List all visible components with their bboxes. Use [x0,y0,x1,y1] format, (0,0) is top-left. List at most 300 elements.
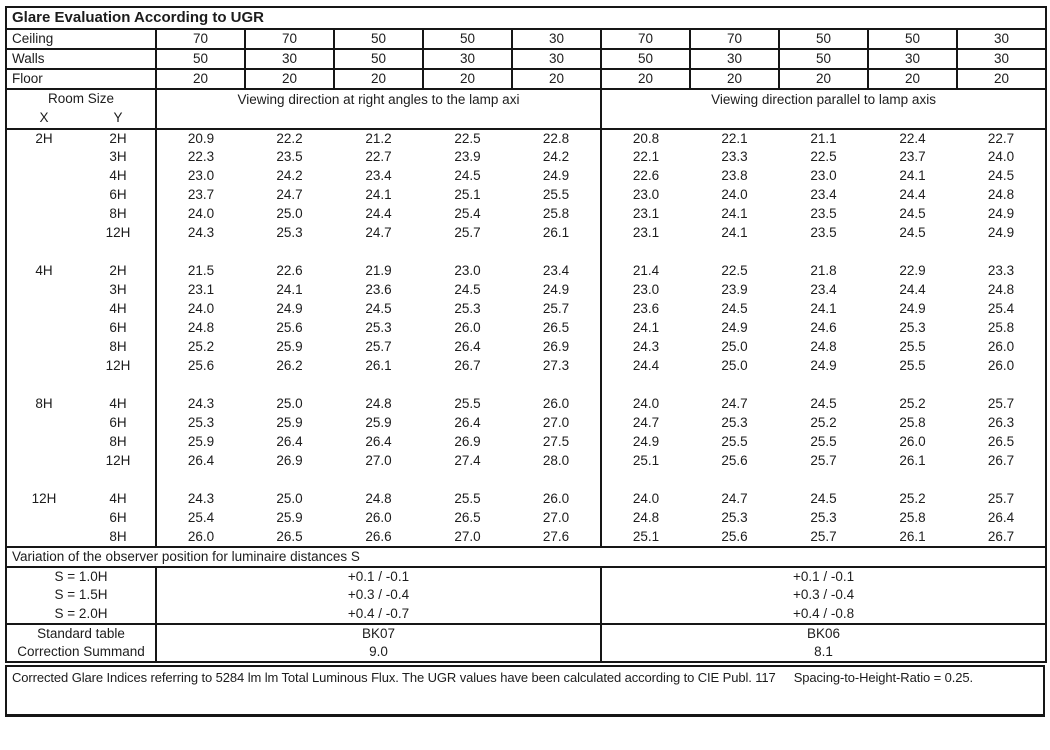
room-x-cell [6,528,81,547]
ugr-value-cell: 23.1 [601,205,690,224]
ugr-data-row [6,224,1046,243]
spacer-left-half [156,471,601,490]
spacer-row [6,243,1046,262]
parallel-header: Viewing direction parallel to lamp axis [601,89,1046,129]
ugr-table [5,6,1047,663]
ugr-value-cell: 26.9 [542,339,570,355]
variation-row [6,605,1046,624]
room-x-cell: 12H [31,491,57,507]
ugr-value-cell: 25.8 [987,320,1015,336]
surface-value-cell: 20 [690,69,779,89]
room-y-cell: 8H [109,528,127,544]
room-x-cell [6,281,81,300]
ugr-value-cell: 25.2 [810,415,837,431]
spacer-x-cell [6,376,81,395]
ugr-value-cell: 25.5 [454,491,481,507]
ugr-value-cell: 24.5 [365,301,392,317]
ugr-value-cell: 24.3 [156,490,245,509]
ugr-data-row [6,281,1046,300]
x-header: X [6,109,81,129]
ugr-value-cell: 26.1 [899,528,926,544]
ugr-value-cell: 24.1 [721,206,748,222]
ugr-value-cell: 24.7 [276,187,303,203]
ugr-value-cell: 27.0 [454,528,481,544]
ugr-value-cell: 25.7 [454,225,481,241]
ugr-value-cell: 26.5 [987,434,1015,450]
room-y-cell: 6H [109,187,127,203]
footer-note-text: Corrected Glare Indices referring to 5284 lm lm Total Luminous Flux. The UGR values have been calculated according to CIE Publ. 117 [12,670,776,685]
surface-value-cell: 30 [690,49,779,69]
room-y-cell: 12H [105,453,131,469]
ugr-value-cell: 25.1 [454,187,481,203]
variation-label: S = 1.0H [54,568,108,584]
ugr-value-cell: 24.5 [810,491,837,507]
ugr-value-cell: 24.9 [276,301,303,317]
ugr-value-cell: 25.0 [721,339,748,355]
ugr-value-cell: 25.5 [542,187,570,203]
ugr-value-cell: 26.0 [987,339,1015,355]
ugr-value-cell: 23.7 [899,149,926,165]
ugr-value-cell: 22.1 [721,130,748,146]
ugr-value-cell: 25.8 [542,206,570,222]
right-angles-header: Viewing direction at right angles to the lamp axi [156,89,601,129]
room-y-cell: 2H [109,130,127,146]
ugr-value-cell: 25.9 [276,415,303,431]
ugr-value-cell: 24.8 [987,282,1015,298]
surface-value-cell: 20 [334,69,423,89]
summary-value-right-angles: BK07 [156,624,601,643]
ugr-value-cell: 25.3 [454,301,481,317]
surface-label: Floor [6,69,156,89]
ugr-value-cell: 22.7 [365,149,392,165]
ugr-value-cell: 21.4 [601,262,690,281]
ugr-value-cell: 23.9 [721,282,748,298]
ugr-value-cell: 25.6 [156,357,245,376]
ugr-value-cell: 24.0 [721,187,748,203]
ugr-value-cell: 23.5 [276,149,303,165]
room-x-cell [6,319,81,338]
ugr-value-cell: 21.2 [365,130,392,146]
ugr-value-cell: 24.7 [365,225,392,241]
room-y-cell: 6H [109,510,127,526]
ugr-value-cell: 25.6 [721,528,748,544]
ugr-value-cell: 27.0 [542,510,570,526]
ugr-value-cell: 24.6 [810,320,837,336]
ugr-value-cell: 25.0 [276,491,303,507]
variation-value-right-angles: +0.1 / -0.1 [156,567,601,586]
summary-row [6,624,1046,643]
ugr-data-row [6,490,1046,509]
ugr-value-cell: 22.2 [276,130,303,146]
summary-label: Standard table [6,624,156,643]
ugr-value-cell: 24.5 [454,168,481,184]
ugr-value-cell: 25.5 [899,339,926,355]
ugr-data-row [6,262,1046,281]
ugr-value-cell: 25.9 [276,339,303,355]
ugr-value-cell: 23.0 [810,168,837,184]
room-x-cell [6,186,81,205]
variation-value-parallel: +0.4 / -0.8 [601,605,1046,624]
ugr-value-cell: 24.8 [987,187,1015,203]
summary-value-parallel: 8.1 [601,643,1046,662]
ugr-value-cell: 26.4 [156,452,245,471]
ugr-value-cell: 25.7 [987,396,1015,412]
ugr-value-cell: 22.6 [601,167,690,186]
ugr-value-cell: 25.3 [810,510,837,526]
column-header-section [6,89,1046,129]
ugr-value-cell: 24.0 [987,149,1015,165]
ugr-value-cell: 25.0 [276,396,303,412]
ugr-value-cell: 25.0 [721,358,748,374]
ugr-data-row [6,319,1046,338]
summary-label: Correction Summand [17,643,145,659]
footer-note [5,665,1045,717]
ugr-data-row [6,433,1046,452]
ugr-value-cell: 26.6 [365,528,392,544]
variation-label: S = 1.5H [54,587,108,603]
ugr-value-cell: 26.1 [899,453,926,469]
ugr-value-cell: 22.6 [276,263,303,279]
ugr-value-cell: 24.1 [276,282,303,298]
ugr-value-cell: 26.0 [454,320,481,336]
ugr-value-cell: 24.2 [542,149,570,165]
ugr-value-cell: 25.4 [454,206,481,222]
ugr-value-cell: 23.4 [810,282,837,298]
ugr-value-cell: 25.4 [987,301,1015,317]
ugr-value-cell: 25.2 [899,491,926,507]
ugr-value-cell: 23.0 [454,263,481,279]
ugr-value-cell: 24.9 [987,206,1015,222]
ugr-value-cell: 25.5 [454,396,481,412]
spacer-right-half [601,243,1046,262]
ugr-value-cell: 22.1 [601,148,690,167]
ugr-value-cell: 24.7 [721,491,748,507]
ugr-value-cell: 24.7 [721,396,748,412]
room-y-cell: 4H [109,168,127,184]
ugr-value-cell: 23.5 [810,225,837,241]
ugr-value-cell: 26.5 [276,528,303,544]
surface-value-cell: 50 [334,29,423,49]
ugr-value-cell: 23.4 [365,168,392,184]
room-x-cell [6,167,81,186]
ugr-value-cell: 22.5 [454,130,481,146]
room-y-cell: 4H [109,301,127,317]
spacer-y-cell [81,243,156,262]
variation-title-section [6,547,1046,567]
variation-value-parallel: +0.1 / -0.1 [601,567,1046,586]
ugr-value-cell: 25.7 [810,528,837,544]
ugr-value-cell: 25.9 [156,433,245,452]
ugr-value-cell: 26.7 [454,358,481,374]
summary-row [6,643,1046,662]
ugr-value-cell: 24.5 [454,282,481,298]
summary-value-right-angles: 9.0 [156,643,601,662]
ugr-value-cell: 25.9 [365,415,392,431]
ugr-value-cell: 24.4 [365,206,392,222]
room-x-cell [6,357,81,376]
room-x-cell [6,224,81,243]
ugr-value-cell: 24.4 [601,357,690,376]
surface-value-cell: 30 [423,49,512,69]
ugr-value-cell: 24.1 [365,187,392,203]
ugr-value-cell: 25.3 [365,320,392,336]
spacer-x-cell [6,471,81,490]
room-x-cell [6,414,81,433]
ugr-value-cell: 27.3 [542,358,570,374]
ugr-value-cell: 26.4 [365,434,392,450]
ugr-value-cell: 25.7 [542,301,570,317]
ugr-value-cell: 26.0 [365,510,392,526]
room-y-cell: 8H [109,206,127,222]
ugr-value-cell: 23.8 [721,168,748,184]
ugr-value-cell: 24.5 [721,301,748,317]
ugr-data-row [6,148,1046,167]
variation-title: Variation of the observer position for luminaire distances S [6,547,1046,567]
ugr-value-cell: 26.2 [276,358,303,374]
ugr-value-cell: 25.5 [810,434,837,450]
ugr-value-cell: 27.0 [542,415,570,431]
ugr-value-cell: 26.5 [454,510,481,526]
surface-row-floor [6,69,1046,89]
room-y-cell: 2H [109,263,127,279]
y-header: Y [81,109,156,129]
ugr-value-cell: 22.9 [899,263,926,279]
ugr-value-cell: 25.4 [156,509,245,528]
ugr-data-row [6,414,1046,433]
surface-value-cell: 50 [779,29,868,49]
ugr-value-cell: 24.5 [810,396,837,412]
spacer-y-cell [81,376,156,395]
ugr-value-cell: 24.0 [156,205,245,224]
ugr-value-cell: 23.5 [810,206,837,222]
variation-value-parallel: +0.3 / -0.4 [601,586,1046,605]
room-y-cell: 8H [109,339,127,355]
ugr-value-cell: 24.5 [899,225,926,241]
ugr-value-cell: 23.9 [454,149,481,165]
ugr-data-row [6,357,1046,376]
room-x-cell [6,509,81,528]
ugr-value-cell: 26.4 [276,434,303,450]
room-y-cell: 3H [109,282,127,298]
surface-value-cell: 50 [779,49,868,69]
ugr-value-cell: 25.7 [987,491,1015,507]
ugr-value-cell: 26.7 [987,453,1015,469]
room-x-cell [6,300,81,319]
room-x-cell [6,452,81,471]
ugr-value-cell: 24.3 [601,338,690,357]
surface-value-cell: 30 [957,29,1046,49]
ugr-value-cell: 24.4 [899,282,926,298]
ugr-value-cell: 24.8 [156,319,245,338]
spacer-right-half [601,471,1046,490]
ugr-value-cell: 22.4 [899,130,926,146]
surface-value-cell: 20 [512,69,601,89]
ugr-value-cell: 26.0 [542,491,570,507]
ugr-value-cell: 24.8 [601,509,690,528]
surface-value-cell: 20 [601,69,690,89]
ugr-value-cell: 21.9 [365,263,392,279]
ugr-value-cell: 24.9 [542,282,570,298]
spacer-right-half [601,376,1046,395]
ugr-data-row [6,452,1046,471]
ugr-data-row [6,509,1046,528]
ugr-value-cell: 25.9 [276,510,303,526]
surface-reflectance-section [6,29,1046,89]
ugr-data-row [6,528,1046,547]
ugr-data-row [6,395,1046,414]
ugr-value-cell: 24.5 [899,206,926,222]
ugr-value-cell: 25.1 [601,528,690,547]
ugr-value-cell: 26.4 [454,339,481,355]
room-x-cell [6,148,81,167]
ugr-value-cell: 25.0 [276,206,303,222]
ugr-value-cell: 23.1 [601,224,690,243]
spacer-row [6,376,1046,395]
ugr-value-cell: 23.7 [156,186,245,205]
variation-label: S = 2.0H [54,605,108,621]
ugr-value-cell: 26.4 [987,510,1015,526]
surface-value-cell: 70 [156,29,245,49]
ugr-value-cell: 26.1 [542,225,570,241]
summary-value-parallel: BK06 [601,624,1046,643]
ugr-value-cell: 26.3 [987,415,1015,431]
ugr-value-cell: 27.4 [454,453,481,469]
ugr-value-cell: 24.0 [601,395,690,414]
ugr-data-row [6,205,1046,224]
room-y-cell: 4H [109,396,127,412]
ugr-value-cell: 24.9 [899,301,926,317]
ugr-value-cell: 25.7 [365,339,392,355]
ugr-value-cell: 24.0 [156,300,245,319]
ugr-data-row [6,129,1046,148]
ugr-value-cell: 24.9 [721,320,748,336]
surface-value-cell: 30 [512,29,601,49]
ugr-value-cell: 24.9 [987,225,1015,241]
spacer-row [6,471,1046,490]
ugr-value-cell: 24.8 [365,491,392,507]
ugr-value-cell: 27.0 [365,453,392,469]
ugr-value-cell: 25.5 [899,358,926,374]
room-size-header: Room Size [47,91,115,107]
spacer-left-half [156,376,601,395]
variation-value-right-angles: +0.3 / -0.4 [156,586,601,605]
ugr-value-cell: 25.7 [810,453,837,469]
ugr-value-cell: 23.6 [601,300,690,319]
surface-row-ceiling [6,29,1046,49]
ugr-value-cell: 24.1 [899,168,926,184]
ugr-value-cell: 24.3 [156,395,245,414]
ugr-value-cell: 20.9 [156,129,245,148]
ugr-value-cell: 26.9 [276,453,303,469]
ugr-value-cell: 26.4 [454,415,481,431]
ugr-value-cell: 25.2 [156,338,245,357]
ugr-value-cell: 24.4 [899,187,926,203]
room-x-cell: 2H [35,130,53,146]
surface-row-walls [6,49,1046,69]
surface-value-cell: 70 [245,29,334,49]
room-x-cell: 4H [35,263,53,279]
surface-value-cell: 50 [423,29,512,49]
surface-value-cell: 20 [423,69,512,89]
table-title: Glare Evaluation According to UGR [6,7,1046,29]
surface-value-cell: 70 [601,29,690,49]
ugr-value-cell: 24.0 [601,490,690,509]
ugr-value-cell: 24.1 [810,301,837,317]
spacer-x-cell [6,243,81,262]
ugr-value-cell: 26.0 [542,396,570,412]
ugr-value-cell: 26.5 [542,320,570,336]
room-x-cell: 8H [35,396,53,412]
ugr-value-cell: 25.5 [721,434,748,450]
ugr-value-cell: 24.1 [721,225,748,241]
ugr-value-cell: 25.3 [721,510,748,526]
room-y-cell: 6H [109,320,127,336]
ugr-data-row [6,300,1046,319]
ugr-value-cell: 24.9 [810,358,837,374]
ugr-value-cell: 23.4 [810,187,837,203]
ugr-value-cell: 23.0 [601,281,690,300]
ugr-value-cell: 25.8 [899,510,926,526]
ugr-value-cell: 21.8 [810,263,837,279]
ugr-data-row [6,186,1046,205]
ugr-value-cell: 24.2 [276,168,303,184]
ugr-value-cell: 24.5 [987,168,1015,184]
ugr-value-cell: 24.8 [365,396,392,412]
title-section [6,7,1046,29]
ugr-value-cell: 24.9 [601,433,690,452]
surface-value-cell: 70 [690,29,779,49]
ugr-values-section [6,129,1046,547]
surface-value-cell: 30 [957,49,1046,69]
ugr-value-cell: 26.7 [987,528,1015,544]
ugr-value-cell: 21.5 [156,262,245,281]
ugr-value-cell: 26.0 [987,358,1015,374]
room-x-cell [6,338,81,357]
summary-section [6,624,1046,662]
ugr-value-cell: 22.5 [721,263,748,279]
ugr-value-cell: 27.5 [542,434,570,450]
ugr-data-row [6,167,1046,186]
ugr-value-cell: 23.4 [542,263,570,279]
spacer-left-half [156,243,601,262]
surface-value-cell: 20 [779,69,868,89]
ugr-value-cell: 24.1 [601,319,690,338]
spacer-y-cell [81,471,156,490]
surface-value-cell: 20 [156,69,245,89]
ugr-value-cell: 26.0 [156,528,245,547]
ugr-value-cell: 25.2 [899,396,926,412]
surface-value-cell: 50 [601,49,690,69]
ugr-value-cell: 25.6 [721,453,748,469]
ugr-value-cell: 23.3 [721,149,748,165]
ugr-value-cell: 25.3 [156,414,245,433]
room-y-cell: 12H [105,225,131,241]
ugr-value-cell: 23.6 [365,282,392,298]
ugr-value-cell: 21.1 [810,130,837,146]
ugr-value-cell: 20.8 [601,129,690,148]
ugr-value-cell: 26.1 [365,358,392,374]
surface-value-cell: 50 [156,49,245,69]
ugr-value-cell: 24.7 [601,414,690,433]
surface-value-cell: 30 [245,49,334,69]
ugr-value-cell: 22.3 [156,148,245,167]
surface-value-cell: 50 [334,49,423,69]
surface-value-cell: 20 [868,69,957,89]
ugr-value-cell: 22.8 [542,130,570,146]
room-y-cell: 8H [109,434,127,450]
surface-value-cell: 20 [245,69,334,89]
ugr-value-cell: 25.8 [899,415,926,431]
